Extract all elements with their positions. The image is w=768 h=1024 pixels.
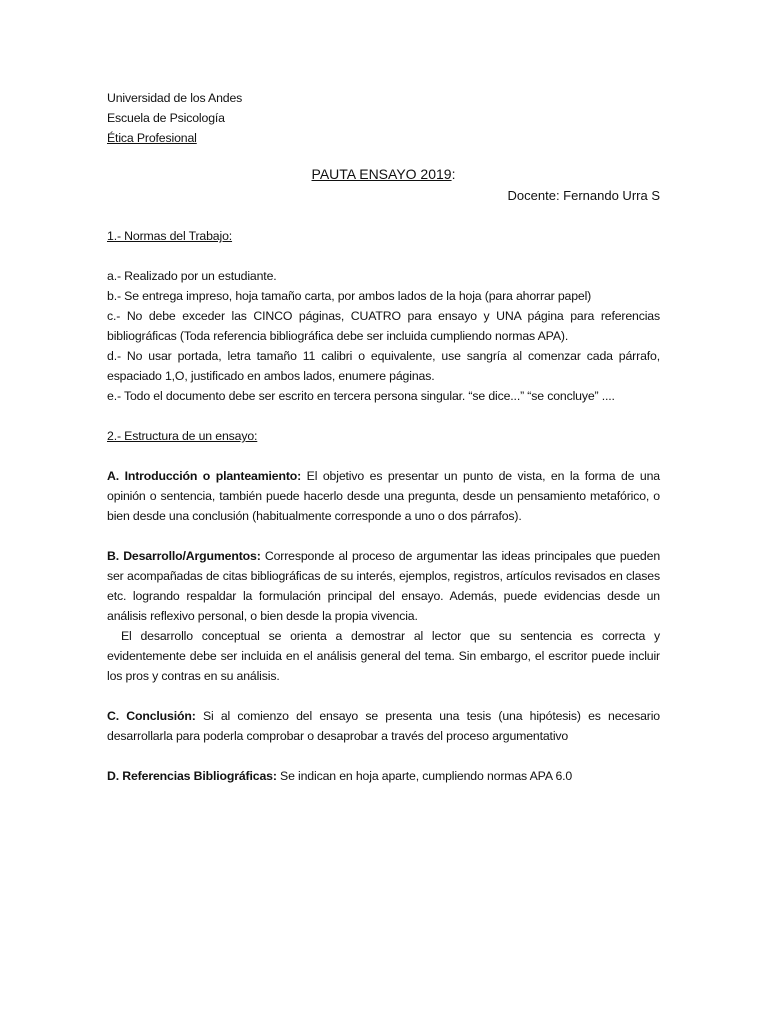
paragraph-conclusion	[107, 706, 660, 746]
school-name: Escuela de Psicología	[107, 111, 225, 125]
paragraph-text: Si al comienzo del ensayo se presenta una tesis (una hipótesis) es necesario desarrollarla para poderla comprobar o desaprobar a través del proceso argumentativo	[107, 709, 660, 743]
university-name: Universidad de los Andes	[107, 91, 243, 105]
paragraph-text: Corresponde al proceso de argumentar las ideas principales que pueden ser acompañadas de citas bibliográficas de su interés, ejemplos, registros, artículos revisados en clases etc. logrando respaldar la formulación principal del ensayo. Además, puede evidencias desde un análisis reflexivo personal, o bien desde la propia vivencia.	[107, 549, 661, 623]
section-heading-normas: 1.- Normas del Trabajo:	[107, 229, 233, 243]
paragraph-text: Se indican en hoja aparte, cumpliendo normas APA 6.0	[276, 769, 573, 783]
list-item: b.- Se entrega impreso, hoja tamaño carta, por ambos lados de la hoja (para ahorrar papel)	[107, 289, 592, 303]
title-colon: :	[451, 166, 456, 182]
paragraph-label: D. Referencias Bibliográficas:	[107, 769, 277, 783]
paragraph-introduccion	[107, 466, 660, 526]
paragraph-label: A. Introducción o planteamiento:	[107, 469, 302, 483]
list-item: c.- No debe exceder las CINCO páginas, CUATRO para ensayo y UNA página para referencias bibliográficas (Toda referencia bibliográfica debe ser incluida cumpliendo normas APA).	[107, 309, 660, 343]
normas-list	[107, 266, 660, 406]
list-item: e.- Todo el documento debe ser escrito en tercera persona singular. “se dice...” “se concluye” ....	[107, 389, 615, 403]
list-item: d.- No usar portada, letra tamaño 11 calibri o equivalente, use sangría al comenzar cada párrafo, espaciado 1,O, justificado en ambos lados, enumere páginas.	[107, 349, 660, 383]
paragraph-text: El objetivo es presentar un punto de vista, en la forma de una opinión o sentencia, también puede hacerlo desde una pregunta, desde un pensamiento metafórico, o bien desde una conclusión (habitualmente corresponde a uno o dos párrafos).	[107, 469, 660, 523]
paragraph-label: B. Desarrollo/Argumentos:	[107, 549, 261, 563]
teacher-name: Docente: Fernando Urra S	[507, 188, 660, 203]
paragraph-desarrollo-conceptual: El desarrollo conceptual se orienta a demostrar al lector que su sentencia es correcta y evidentemente debe ser incluida en el análisis general del tema. Sin embargo, el escritor puede incluir los pros y contras en su análisis.	[107, 629, 660, 683]
paragraph-desarrollo	[107, 546, 660, 626]
list-item: a.- Realizado por un estudiante.	[107, 269, 277, 283]
course-name: Ética Profesional	[107, 131, 197, 145]
paragraph-referencias	[107, 766, 660, 786]
document-page	[107, 88, 660, 806]
document-title	[107, 163, 660, 185]
section-heading-estructura: 2.- Estructura de un ensayo:	[107, 429, 258, 443]
paragraph-label: C. Conclusión:	[107, 709, 196, 723]
title-text: PAUTA ENSAYO 2019	[311, 166, 452, 182]
document-header	[107, 88, 660, 148]
